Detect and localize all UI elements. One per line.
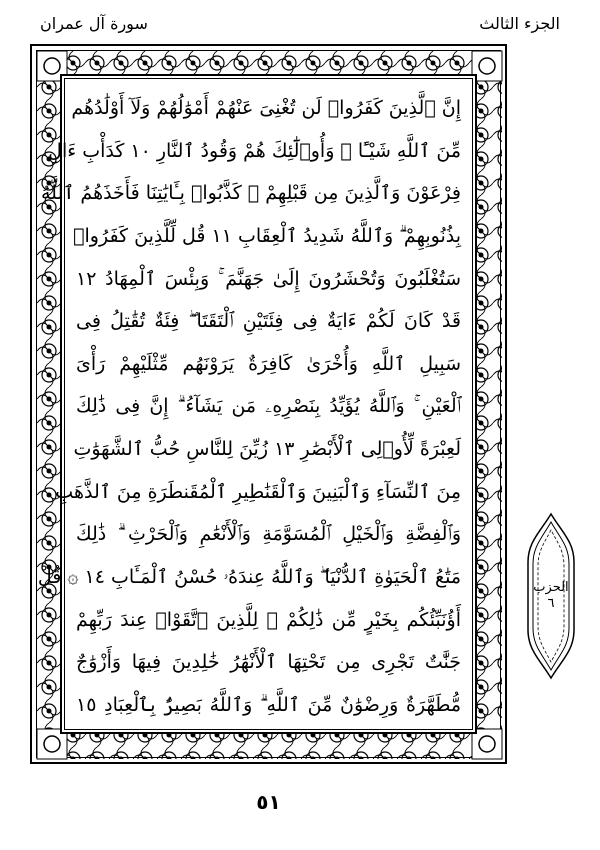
text-line: سَبِيلِ ٱللَّهِ وَأُخْرَىٰ كَافِرَةٌ يَرَوْنَهُم مِّثْلَيْهِمْ رَأْىَ (76, 352, 461, 375)
text-line: سَتُغْلَبُونَ وَتُحْشَرُونَ إِلَىٰ جَهَنَّمَ ۚ وَبِئْسَ ٱلْمِهَادُ ١٢ (76, 267, 461, 290)
quran-text (37, 92, 461, 722)
text-line: ٱلْعَيْنِ ۚ وَٱللَّهُ يُؤَيِّدُ بِنَصْرِهِۦ مَن يَشَآءُ ۗ إِنَّ فِى ذَٰلِكَ (76, 395, 461, 418)
text-line: بِذُنُوبِهِمْ ۗ وَٱللَّهُ شَدِيدُ ٱلْعِقَابِ ١١ قُل لِّلَّذِينَ كَفَرُوا۟ (73, 224, 461, 247)
text-line: قَدْ كَانَ لَكُمْ ءَايَةٌ فِى فِئَتَيْنِ ٱلْتَقَتَا ۖ فِئَةٌ تُقَٰتِلُ فِى (76, 310, 461, 333)
text-line: إِنَّ ٱلَّذِينَ كَفَرُوا۟ لَن تُغْنِىَ عَنْهُمْ أَمْوَٰلُهُمْ وَلَآ أَوْلَٰدُهُم (71, 97, 461, 119)
page-number: ٥١ (256, 790, 281, 814)
text-line: مِّنَ ٱللَّهِ شَيْـًٔا ۖ وَأُو۟لَٰٓئِكَ هُمْ وَقُودُ ٱلنَّارِ ١٠ كَدَأْبِ ءَالِ (48, 139, 461, 162)
text-line: فِرْعَوْنَ وَٱلَّذِينَ مِن قَبْلِهِمْ ۚ كَذَّبُوا۟ بِـَٔايَٰتِنَا فَأَخَذَهُمُ ٱللَّهُ (40, 182, 461, 205)
text-line: مَتَٰعُ ٱلْحَيَوٰةِ ٱلدُّنْيَا ۖ وَٱللَّهُ عِندَهُۥ حُسْنُ ٱلْمَـَٔابِ ١٤ ۞ قُلْ (37, 566, 461, 589)
hizb-label-text: الحزب (533, 580, 569, 595)
hizb-label (520, 580, 582, 612)
text-line: لَعِبْرَةً لِّأُو۟لِى ٱلْأَبْصَٰرِ ١٣ زُيِّنَ لِلنَّاسِ حُبُّ ٱلشَّهَوَٰتِ (73, 438, 461, 461)
hizb-number: ٦ (547, 596, 555, 611)
text-line: وَٱلْفِضَّةِ وَٱلْخَيْلِ ٱلْمُسَوَّمَةِ وَٱلْأَنْعَٰمِ وَٱلْحَرْثِ ۗ ذَٰلِكَ (76, 523, 461, 546)
text-line: مُّطَهَّرَةٌ وَرِضْوَٰنٌ مِّنَ ٱللَّهِ ۗ وَٱللَّهُ بَصِيرٌۢ بِٱلْعِبَادِ ١٥ (76, 693, 461, 716)
juz-title: الجزء الثالث (479, 14, 560, 33)
text-line: أَؤُنَبِّئُكُم بِخَيْرٍ مِّن ذَٰلِكُمْ ۚ لِلَّذِينَ ٱتَّقَوْا۟ عِندَ رَبِّهِمْ (76, 608, 461, 631)
surah-title: سورة آل عمران (40, 14, 148, 33)
text-line: جَنَّٰتٌ تَجْرِى مِن تَحْتِهَا ٱلْأَنْهَٰرُ خَٰلِدِينَ فِيهَا وَأَزْوَٰجٌ (76, 651, 461, 674)
text-line: مِنَ ٱلنِّسَآءِ وَٱلْبَنِينَ وَٱلْقَنَٰطِيرِ ٱلْمُقَنطَرَةِ مِنَ ٱلذَّهَبِ (55, 480, 461, 503)
